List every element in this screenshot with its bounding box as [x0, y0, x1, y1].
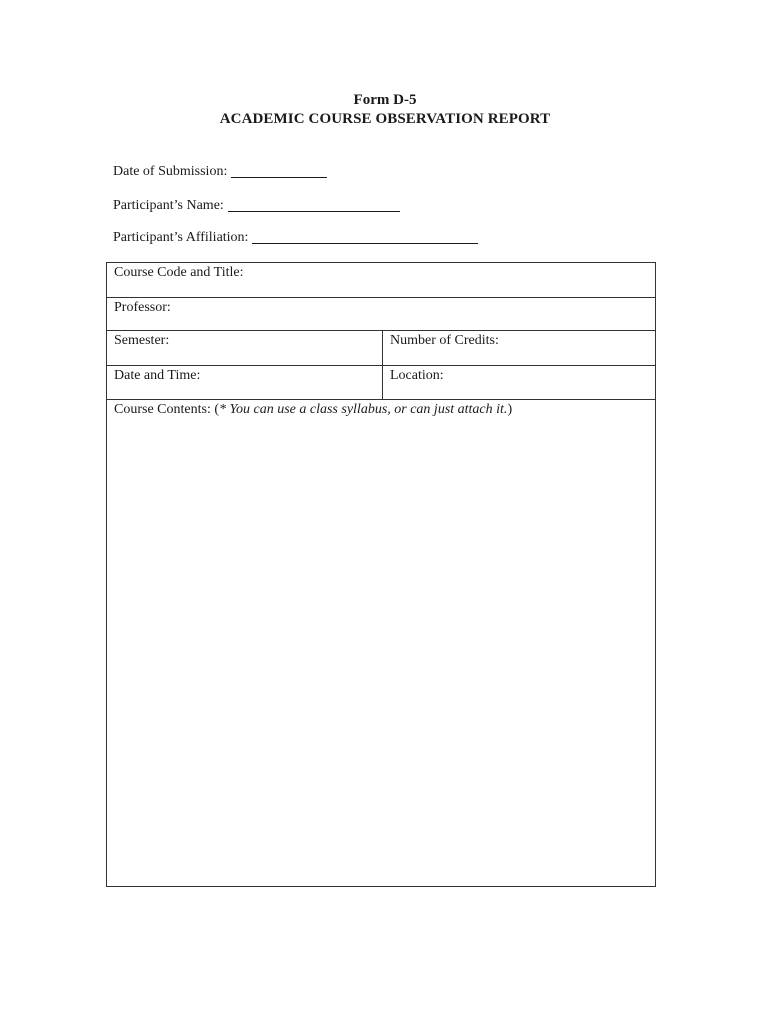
participant-name-field: [113, 198, 400, 214]
course-contents-row: [107, 400, 655, 886]
semester-cell[interactable]: [107, 331, 382, 365]
course-observation-table: [106, 262, 656, 887]
date-and-time-cell[interactable]: [107, 366, 382, 399]
course-contents-note: * You can use a class syllabus, or can just attach it.: [219, 402, 508, 417]
professor-cell[interactable]: [107, 298, 655, 330]
page-title: ACADEMIC COURSE OBSERVATION REPORT: [219, 111, 551, 127]
semester-credits-row: [107, 331, 655, 366]
participant-affiliation-field: [113, 230, 478, 246]
participant-name-label: Participant’s Name:: [113, 198, 224, 213]
number-of-credits-cell[interactable]: [382, 331, 655, 365]
number-of-credits-label: Number of Credits:: [390, 333, 499, 348]
course-code-title-row: [107, 263, 655, 298]
course-code-title-cell[interactable]: [107, 263, 655, 297]
course-code-title-label: Course Code and Title:: [114, 265, 244, 280]
location-label: Location:: [390, 368, 444, 383]
course-contents-label: Course Contents: (: [114, 402, 219, 417]
course-contents-close: ): [507, 402, 513, 417]
date-of-submission-label: Date of Submission:: [113, 164, 228, 179]
date-of-submission-field: [113, 164, 327, 180]
date-of-submission-blank[interactable]: [231, 165, 327, 178]
location-cell[interactable]: [382, 366, 655, 399]
date-and-time-label: Date and Time:: [114, 368, 201, 383]
professor-label: Professor:: [114, 300, 171, 315]
form-code: Form D-5: [353, 92, 417, 108]
participant-affiliation-blank[interactable]: [252, 231, 478, 244]
participant-affiliation-label: Participant’s Affiliation:: [113, 230, 249, 245]
date-location-row: [107, 366, 655, 400]
semester-label: Semester:: [114, 333, 170, 348]
professor-row: [107, 298, 655, 331]
participant-name-blank[interactable]: [228, 199, 400, 212]
course-contents-cell[interactable]: [107, 400, 655, 886]
